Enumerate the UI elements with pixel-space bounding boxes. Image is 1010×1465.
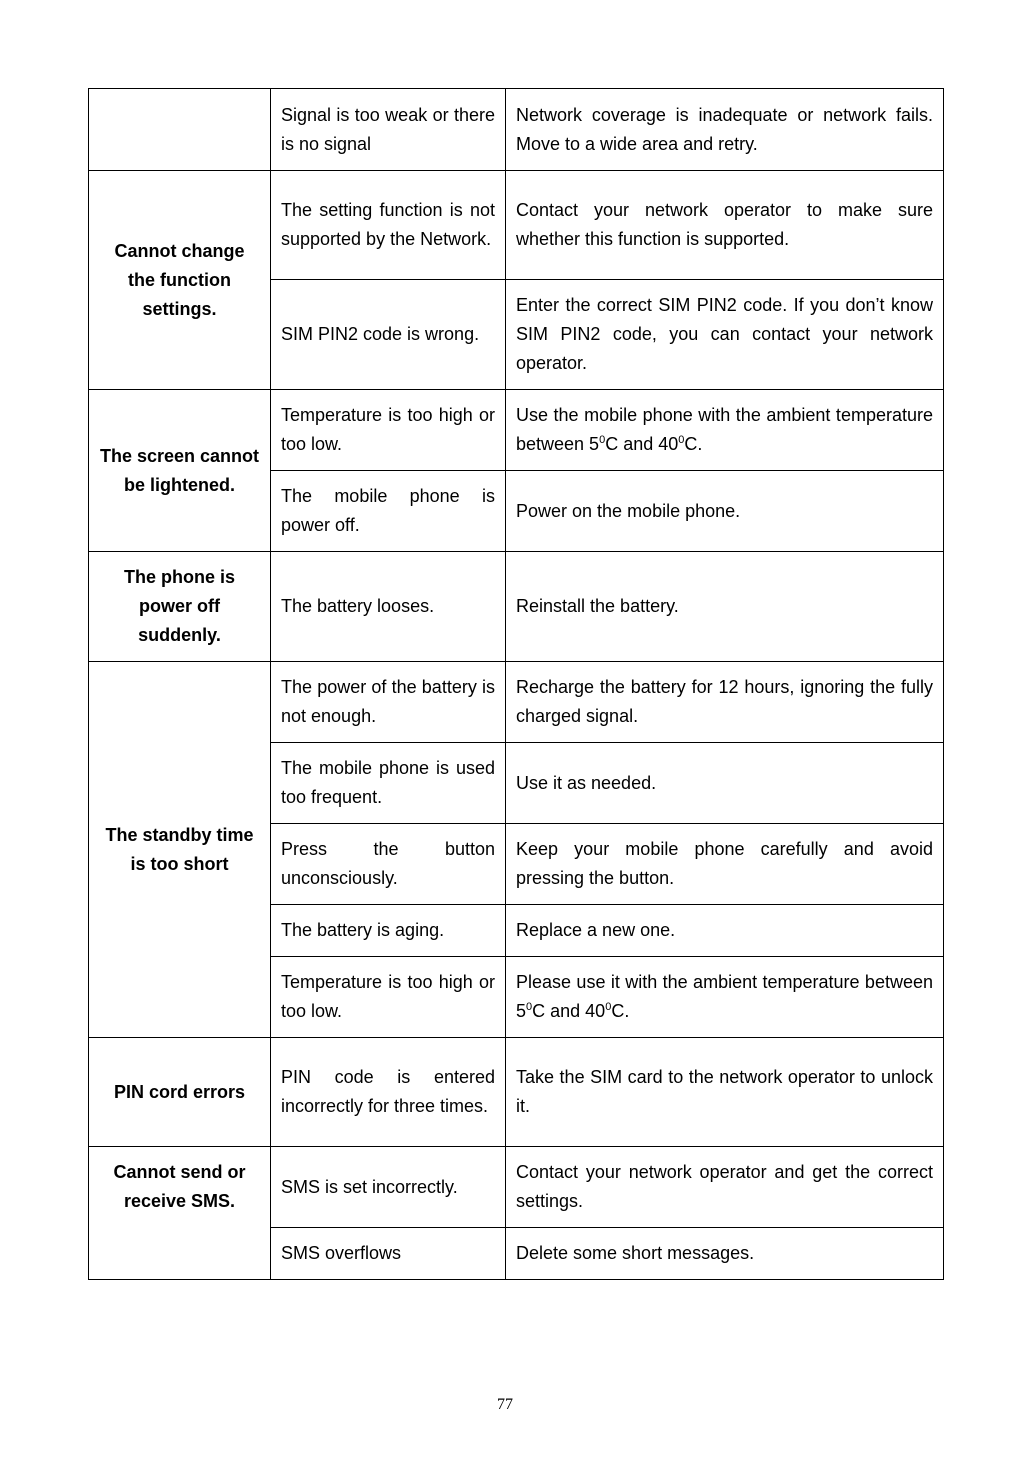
problem-cell: Cannot send or receive SMS. [89, 1147, 271, 1280]
problem-cell: Cannot change the function settings. [89, 171, 271, 390]
solution-text: C. [684, 434, 703, 454]
solution-cell: Contact your network operator and get the correct settings. [506, 1147, 944, 1228]
degree-superscript: 0 [599, 434, 606, 446]
page-number: 77 [497, 1396, 513, 1413]
problem-cell: The phone is power off suddenly. [89, 552, 271, 662]
table-row [89, 662, 944, 743]
solution-cell: Power on the mobile phone. [506, 471, 944, 552]
cause-cell: The power of the battery is not enough. [271, 662, 506, 743]
cause-cell: The setting function is not supported by the Network. [271, 171, 506, 280]
cause-cell: The battery looses. [271, 552, 506, 662]
cause-cell: The battery is aging. [271, 905, 506, 957]
problem-cell: PIN cord errors [89, 1038, 271, 1147]
degree-superscript: 0 [526, 1001, 533, 1013]
cause-cell: Signal is too weak or there is no signal [271, 89, 506, 171]
table-row [89, 1038, 944, 1147]
table-row [89, 1147, 944, 1228]
solution-cell: Enter the correct SIM PIN2 code. If you don’t know SIM PIN2 code, you can contact your network operator. [506, 280, 944, 390]
solution-cell [506, 390, 944, 471]
degree-superscript: 0 [605, 1001, 612, 1013]
solution-cell: Use it as needed. [506, 743, 944, 824]
table-row [89, 390, 944, 471]
solution-text: C and 40 [532, 1001, 606, 1021]
solution-cell: Delete some short messages. [506, 1228, 944, 1280]
cause-cell: Temperature is too high or too low. [271, 957, 506, 1038]
cause-cell: The mobile phone is power off. [271, 471, 506, 552]
cause-cell: Temperature is too high or too low. [271, 390, 506, 471]
table-row [89, 552, 944, 662]
solution-cell: Take the SIM card to the network operator to unlock it. [506, 1038, 944, 1147]
solution-cell: Recharge the battery for 12 hours, ignoring the fully charged signal. [506, 662, 944, 743]
problem-cell [89, 89, 271, 171]
solution-cell: Contact your network operator to make sure whether this function is supported. [506, 171, 944, 280]
table-row [89, 171, 944, 280]
solution-cell: Network coverage is inadequate or network fails. Move to a wide area and retry. [506, 89, 944, 171]
cause-cell: Press the button unconsciously. [271, 824, 506, 905]
solution-text: C and 40 [605, 434, 679, 454]
cause-cell: SIM PIN2 code is wrong. [271, 280, 506, 390]
solution-text: Please use it with the ambient temperature between 5 [516, 972, 933, 1021]
solution-cell: Keep your mobile phone carefully and avoid pressing the button. [506, 824, 944, 905]
solution-text: C. [611, 1001, 630, 1021]
problem-cell: The screen cannot be lightened. [89, 390, 271, 552]
cause-cell: The mobile phone is used too frequent. [271, 743, 506, 824]
solution-cell: Replace a new one. [506, 905, 944, 957]
solution-cell: Reinstall the battery. [506, 552, 944, 662]
cause-cell: SMS overflows [271, 1228, 506, 1280]
cause-cell: SMS is set incorrectly. [271, 1147, 506, 1228]
table-row [89, 89, 944, 171]
troubleshooting-table [88, 88, 944, 1280]
solution-text: Use the mobile phone with the ambient temperature between 5 [516, 405, 933, 454]
solution-cell [506, 957, 944, 1038]
problem-cell: The standby time is too short [89, 662, 271, 1038]
cause-cell: PIN code is entered incorrectly for three times. [271, 1038, 506, 1147]
degree-superscript: 0 [678, 434, 685, 446]
